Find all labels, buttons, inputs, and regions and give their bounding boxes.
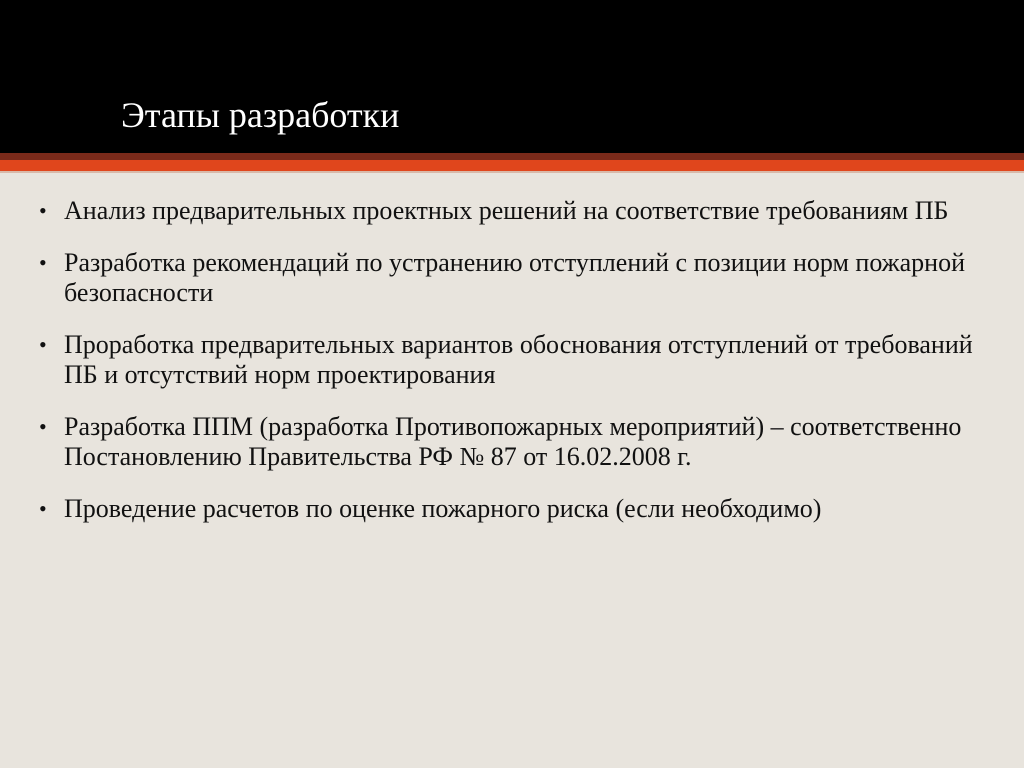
bullet-text: Разработка ППМ (разработка Противопожарных мероприятий) – соответственно Постановлению Правительства РФ № 87 от 16.02.2008 г. xyxy=(64,412,962,471)
bullet-dot-icon: • xyxy=(39,198,47,223)
list-item xyxy=(36,248,996,308)
list-item xyxy=(36,196,996,226)
bullet-text: Проработка предварительных вариантов обоснования отступлений от требований ПБ и отсутствий норм проектирования xyxy=(64,330,973,389)
slide-header xyxy=(0,0,1024,153)
slide-title: Этапы разработки xyxy=(121,95,400,135)
bullet-list xyxy=(36,196,996,546)
header-divider-light xyxy=(0,171,1024,173)
bullet-text: Анализ предварительных проектных решений на соответствие требованиям ПБ xyxy=(64,196,949,225)
header-divider-accent xyxy=(0,160,1024,171)
header-divider-dark xyxy=(0,153,1024,160)
list-item xyxy=(36,330,996,390)
list-item xyxy=(36,494,996,524)
bullet-text: Разработка рекомендаций по устранению отступлений с позиции норм пожарной безопасности xyxy=(64,248,966,307)
bullet-dot-icon: • xyxy=(39,332,47,357)
bullet-dot-icon: • xyxy=(39,250,47,275)
bullet-text: Проведение расчетов по оценке пожарного риска (если необходимо) xyxy=(64,494,822,523)
list-item xyxy=(36,412,996,472)
bullet-dot-icon: • xyxy=(39,414,47,439)
bullet-dot-icon: • xyxy=(39,496,47,521)
